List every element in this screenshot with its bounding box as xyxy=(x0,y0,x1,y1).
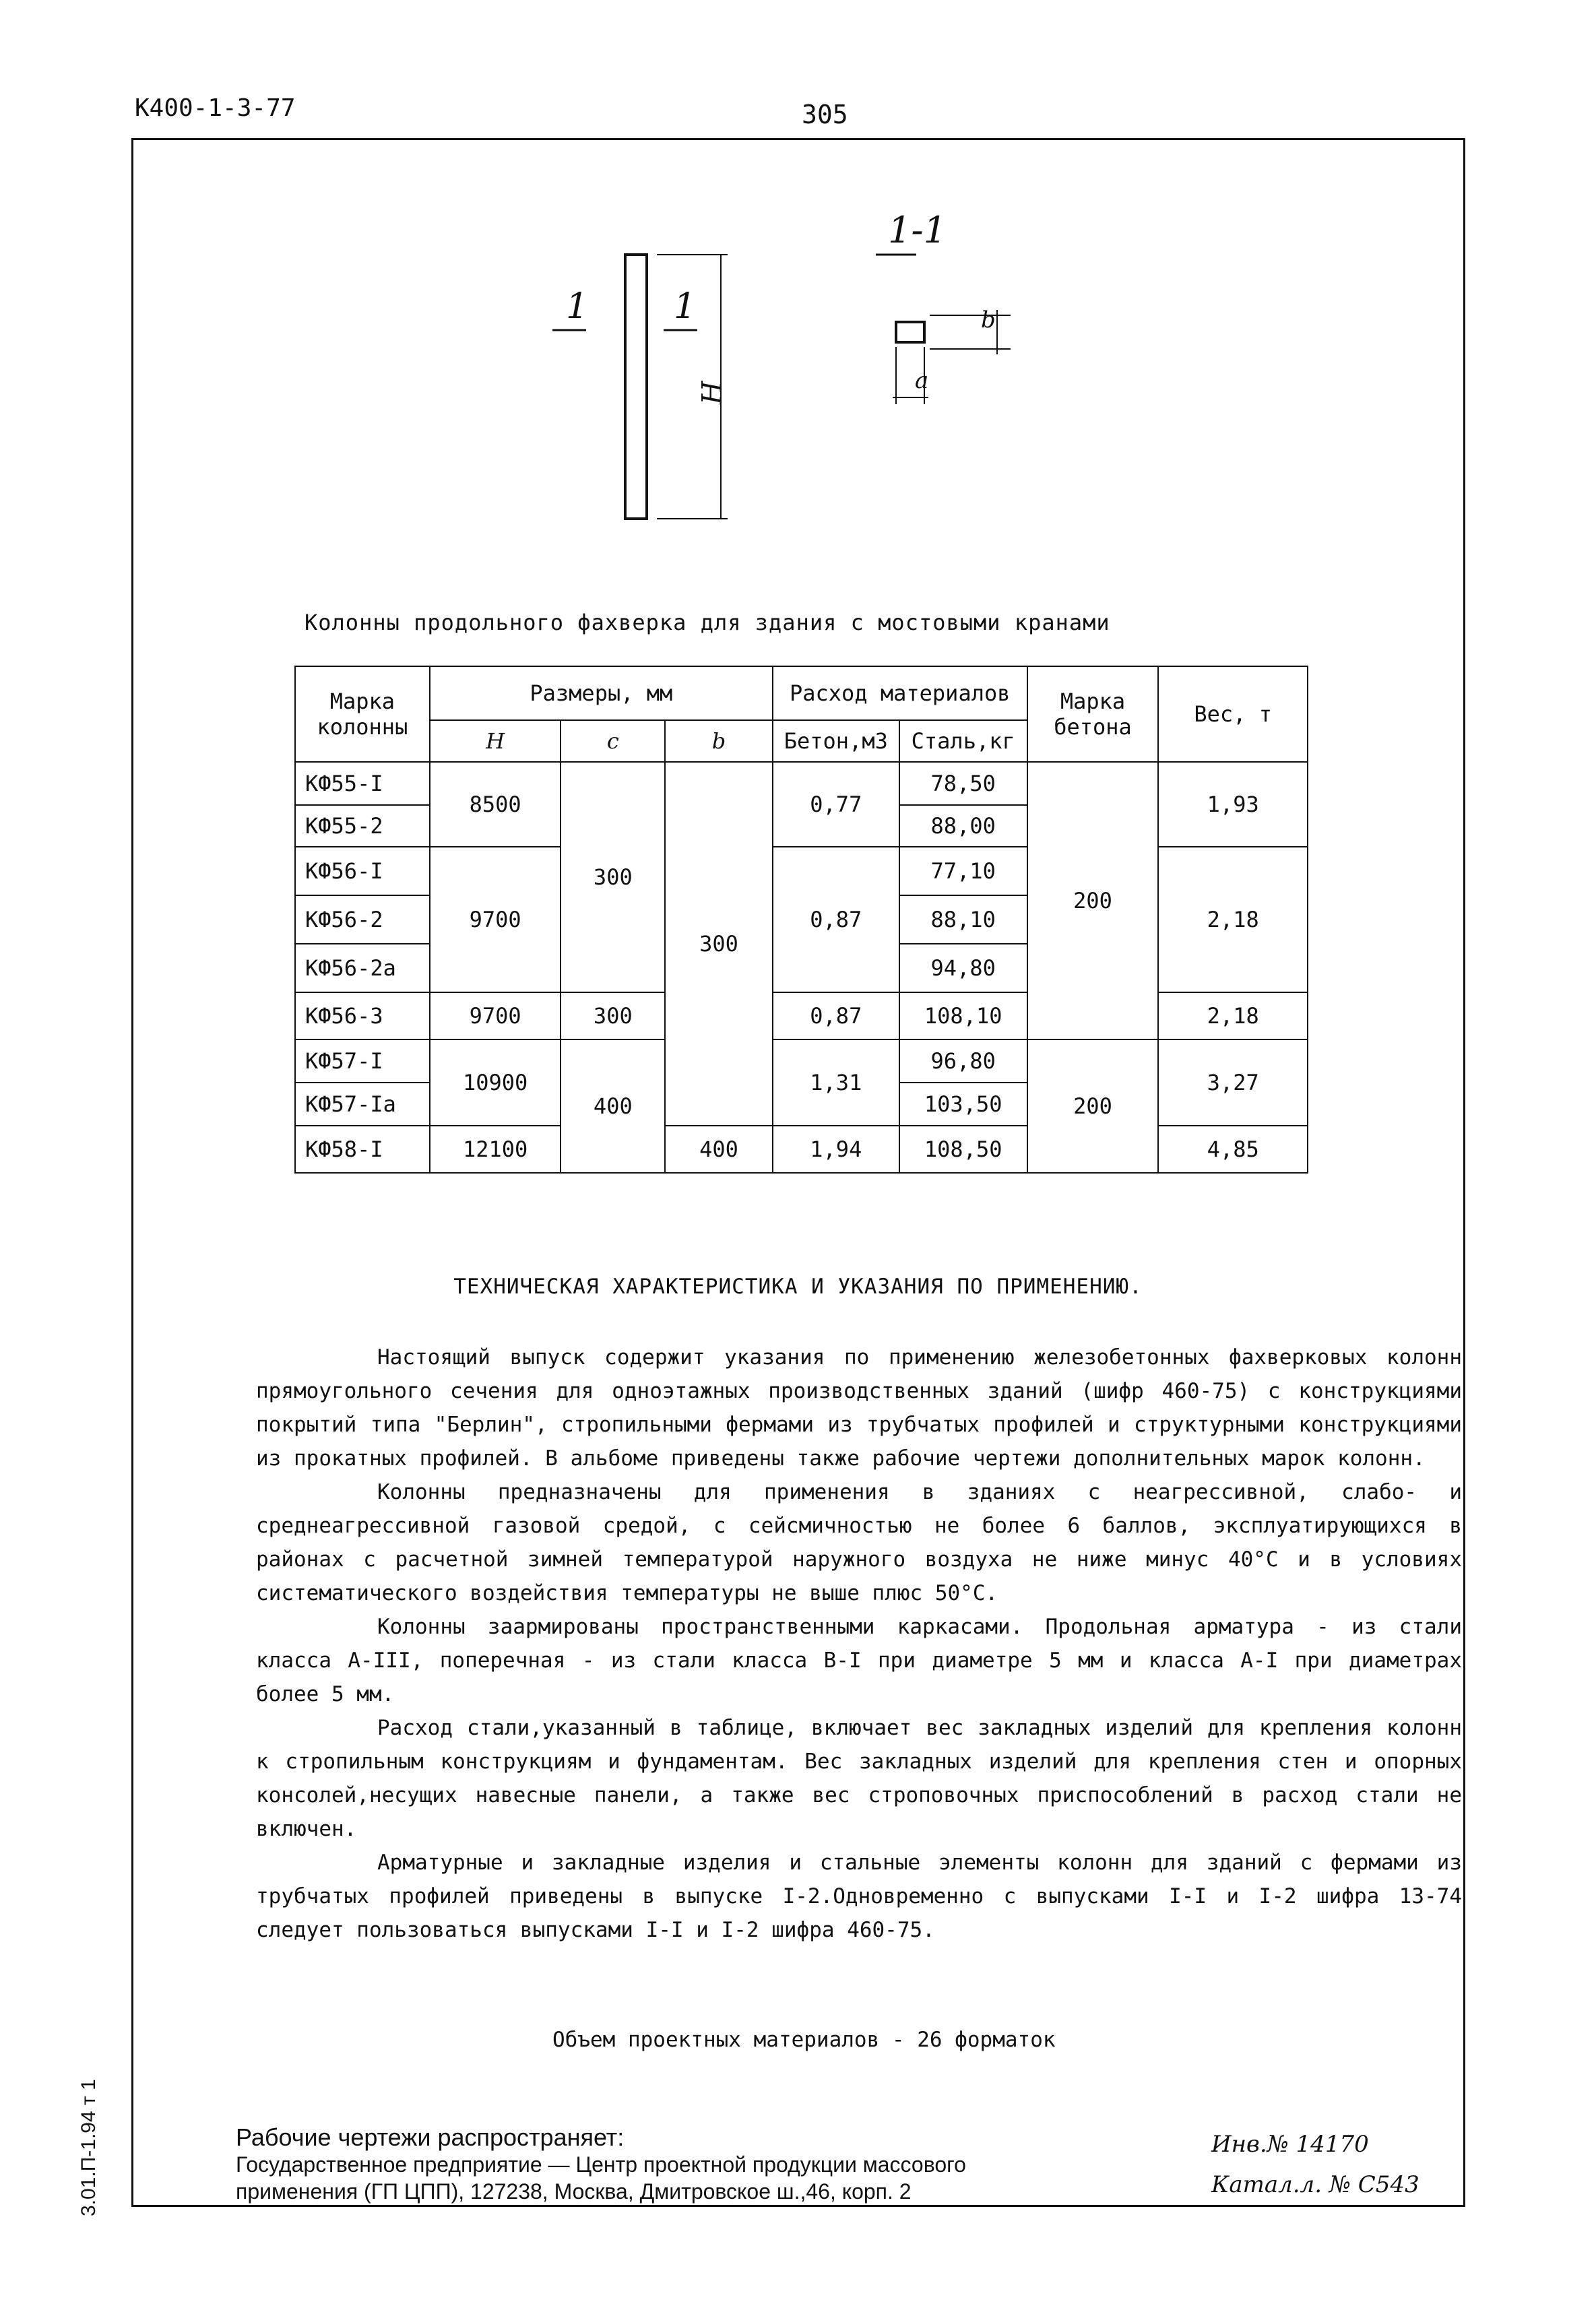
table-row-mark: КФ56-2а xyxy=(295,944,430,992)
document-code: К400-1-3-77 xyxy=(135,94,296,122)
cell-steel: 88,10 xyxy=(899,895,1027,944)
cell-steel: 78,50 xyxy=(899,762,1027,805)
frame-top xyxy=(131,138,1465,140)
volume-note: Объем проектных материалов - 26 форматок xyxy=(552,2028,1056,2052)
section-label: 1-1 xyxy=(888,209,947,251)
cell-steel: 108,50 xyxy=(899,1126,1027,1173)
cell-h: 9700 xyxy=(430,992,561,1039)
table-row-mark: КФ56-I xyxy=(295,847,430,895)
dim-h-label: H xyxy=(697,381,728,405)
header-b: b xyxy=(665,720,773,762)
header-concrete-grade: Марка бетона xyxy=(1027,666,1159,762)
table-row-mark: КФ55-I xyxy=(295,762,430,805)
paragraph: Арматурные и закладные изделия и стальные элементы колонн для зданий с фермами из трубчатых профилей приведены в выпуске I-2.Одновременно с выпусками I-I и I-2 шифра 13-74 следует пользоваться выпусками I-I и I-2 шифра 460-75. xyxy=(256,1851,1462,1942)
cell-grade: 200 xyxy=(1027,762,1159,1039)
table-row-mark: КФ55-2 xyxy=(295,805,430,847)
cell-c: 400 xyxy=(561,1039,665,1173)
cell-steel: 103,50 xyxy=(899,1083,1027,1126)
cell-weight: 2,18 xyxy=(1158,847,1308,992)
cell-concrete: 1,94 xyxy=(773,1126,899,1173)
cell-weight: 2,18 xyxy=(1158,992,1308,1039)
cell-steel: 88,00 xyxy=(899,805,1027,847)
cell-grade: 200 xyxy=(1027,1039,1159,1173)
header-weight: Вес, т xyxy=(1158,666,1308,762)
cell-c: 300 xyxy=(561,992,665,1039)
frame-right xyxy=(1463,138,1465,2206)
distributor-line-2: Государственное предприятие — Центр проектной продукции массового xyxy=(236,2152,966,2177)
cell-steel: 108,10 xyxy=(899,992,1027,1039)
tech-title: ТЕХНИЧЕСКАЯ ХАРАКТЕРИСТИКА И УКАЗАНИЯ ПО ПРИМЕНЕНИЮ. xyxy=(453,1275,1143,1299)
distributor-line-3: применения (ГП ЦПП), 127238, Москва, Дмитровское ш.,46, корп. 2 xyxy=(236,2179,912,2204)
cell-c: 300 xyxy=(561,762,665,992)
cell-steel: 77,10 xyxy=(899,847,1027,895)
header-materials: Расход материалов xyxy=(773,666,1027,720)
dim-b-label: b xyxy=(981,307,996,333)
cell-steel: 96,80 xyxy=(899,1039,1027,1083)
tech-text xyxy=(256,1341,1462,1947)
cell-h: 12100 xyxy=(430,1126,561,1173)
cell-concrete: 1,31 xyxy=(773,1039,899,1126)
distributor-line-1: Рабочие чертежи распространяет: xyxy=(236,2123,625,2151)
header-h: H xyxy=(430,720,561,762)
cell-h: 8500 xyxy=(430,762,561,847)
frame-left xyxy=(131,138,133,2206)
page-number: 305 xyxy=(802,100,848,129)
column-drawing xyxy=(525,202,1064,552)
inventory-number: Инв.№ 14170 xyxy=(1211,2131,1369,2158)
cell-b: 300 xyxy=(665,762,773,1126)
header-c: с xyxy=(561,720,665,762)
table-row-mark: КФ57-I xyxy=(295,1039,430,1083)
table-row-mark: КФ56-3 xyxy=(295,992,430,1039)
header-mark: Марка колонны xyxy=(295,666,430,762)
cell-concrete: 0,87 xyxy=(773,847,899,992)
cell-steel: 94,80 xyxy=(899,944,1027,992)
cell-concrete: 0,87 xyxy=(773,992,899,1039)
columns-table xyxy=(294,666,1308,1174)
side-code: 3.01.П-1.94 т 1 xyxy=(77,2079,100,2216)
catalog-sheet: Катал.л. № С543 xyxy=(1211,2171,1419,2198)
paragraph: Расход стали,указанный в таблице, включает вес закладных изделий для крепления колонн к стропильным конструкциям и фундаментам. Вес закладных изделий для крепления стен и опорных консолей,несущих навесные панели, а также вес строповочных приспособлений в расход стали не включен. xyxy=(256,1716,1462,1841)
cell-concrete: 0,77 xyxy=(773,762,899,847)
paragraph: Колонны предназначены для применения в зданиях с неагрессивной, слабо- и среднеагрессивной газовой средой, с сейсмичностью не более 6 баллов, эксплуатирующихся в районах с расчетной зимней температурой наружного воздуха не ниже минус 40°С и в условиях систематического воздействия температуры не выше плюс 50°С. xyxy=(256,1480,1462,1605)
paragraph: Настоящий выпуск содержит указания по применению железобетонных фахверковых колонн прямоугольного сечения для одноэтажных производственных зданий (шифр 460-75) с конструкциями покрытий типа "Берлин", стропильными фермами из трубчатых профилей и структурными конструкциями из прокатных профилей. В альбоме приведены также рабочие чертежи дополнительных марок колонн. xyxy=(256,1345,1462,1471)
frame-bottom xyxy=(131,2205,1465,2207)
cell-b: 400 xyxy=(665,1126,773,1173)
label-right: 1 xyxy=(674,286,697,327)
table-row-mark: КФ58-I xyxy=(295,1126,430,1173)
cell-weight: 3,27 xyxy=(1158,1039,1308,1126)
cell-h: 10900 xyxy=(430,1039,561,1126)
paragraph: Колонны заармированы пространственными каркасами. Продольная арматура - из стали класса А-III, поперечная - из стали класса В-I при диаметре 5 мм и класса А-I при диаметрах более 5 мм. xyxy=(256,1615,1462,1706)
header-sizes: Размеры, мм xyxy=(430,666,773,720)
cell-weight: 4,85 xyxy=(1158,1126,1308,1173)
table-title: Колонны продольного фахверка для здания с мостовыми кранами xyxy=(305,610,1110,635)
table-row-mark: КФ56-2 xyxy=(295,895,430,944)
header-concrete: Бетон,м3 xyxy=(773,720,899,762)
distributor-info xyxy=(236,2124,966,2205)
header-steel: Сталь,кг xyxy=(899,720,1027,762)
cell-h: 9700 xyxy=(430,847,561,992)
dim-a-label: а xyxy=(915,367,929,394)
inventory-info xyxy=(1211,2124,1419,2205)
cell-weight: 1,93 xyxy=(1158,762,1308,847)
label-left: 1 xyxy=(566,286,589,327)
table-row-mark: КФ57-Iа xyxy=(295,1083,430,1126)
